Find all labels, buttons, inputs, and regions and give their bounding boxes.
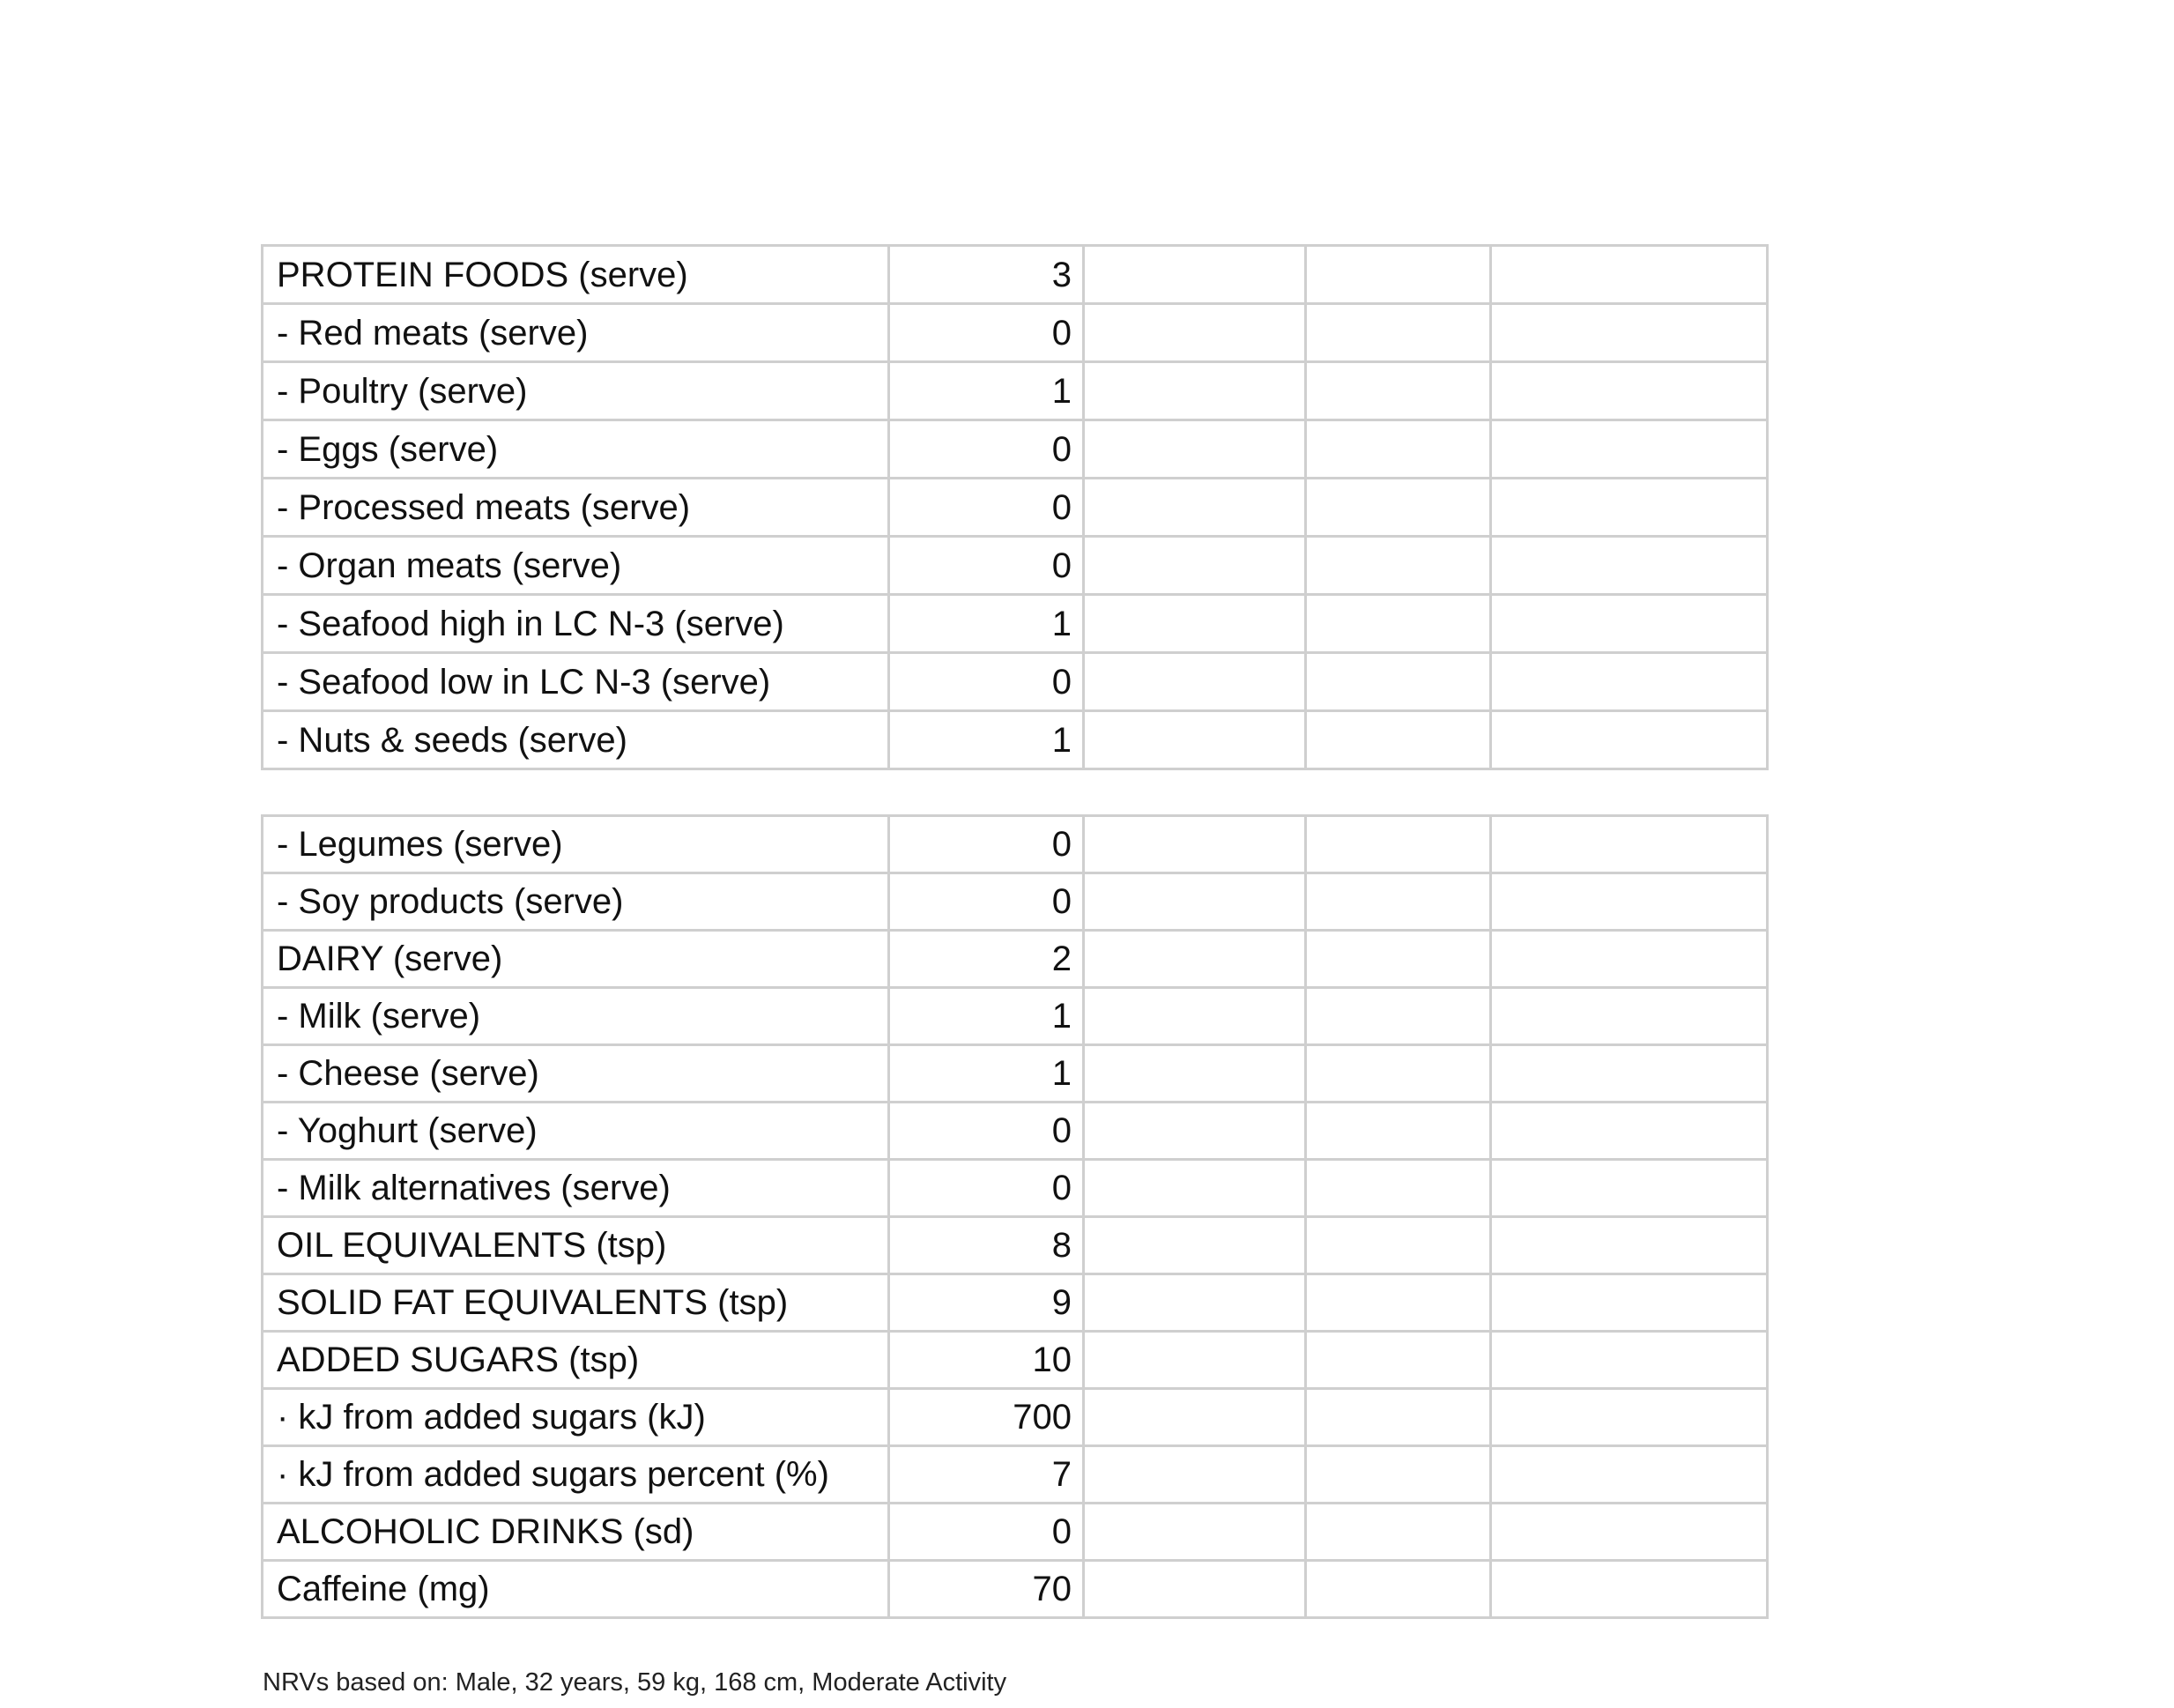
empty-cell (1491, 988, 1768, 1045)
table-row (263, 1561, 1768, 1618)
empty-cell (1491, 420, 1768, 479)
row-value: 0 (889, 816, 1084, 873)
empty-cell (1491, 1389, 1768, 1446)
empty-cell (1491, 1274, 1768, 1332)
empty-cell (1491, 246, 1768, 304)
row-value: 1 (889, 362, 1084, 420)
table-row (263, 653, 1768, 711)
table-row (263, 1217, 1768, 1274)
row-value: 1 (889, 1045, 1084, 1103)
row-label: ALCOHOLIC DRINKS (sd) (263, 1504, 889, 1561)
empty-cell (1306, 595, 1491, 653)
empty-cell (1491, 873, 1768, 931)
empty-cell (1306, 537, 1491, 595)
empty-cell (1491, 595, 1768, 653)
table-row (263, 931, 1768, 988)
empty-cell (1306, 816, 1491, 873)
empty-cell (1084, 362, 1306, 420)
row-value: 0 (889, 537, 1084, 595)
empty-cell (1084, 595, 1306, 653)
empty-cell (1491, 479, 1768, 537)
row-value: 1 (889, 595, 1084, 653)
empty-cell (1491, 711, 1768, 769)
empty-cell (1306, 304, 1491, 362)
row-label: - Processed meats (serve) (263, 479, 889, 537)
row-value: 0 (889, 304, 1084, 362)
empty-cell (1306, 1561, 1491, 1618)
table-row (263, 304, 1768, 362)
table-row (263, 1274, 1768, 1332)
row-label: ADDED SUGARS (tsp) (263, 1332, 889, 1389)
empty-cell (1084, 653, 1306, 711)
empty-cell (1306, 988, 1491, 1045)
row-value: 0 (889, 1160, 1084, 1217)
row-label: - Yoghurt (serve) (263, 1103, 889, 1160)
empty-cell (1084, 816, 1306, 873)
empty-cell (1306, 1389, 1491, 1446)
empty-cell (1491, 362, 1768, 420)
empty-cell (1306, 1332, 1491, 1389)
empty-cell (1084, 1389, 1306, 1446)
empty-cell (1491, 1446, 1768, 1504)
row-label: - Eggs (serve) (263, 420, 889, 479)
row-value: 700 (889, 1389, 1084, 1446)
table-row (263, 362, 1768, 420)
empty-cell (1084, 304, 1306, 362)
row-label: - Organ meats (serve) (263, 537, 889, 595)
row-value: 7 (889, 1446, 1084, 1504)
table-row (263, 420, 1768, 479)
nutrient-table-top (261, 244, 1769, 770)
table-row (263, 711, 1768, 769)
empty-cell (1491, 304, 1768, 362)
empty-cell (1306, 1446, 1491, 1504)
table-row (263, 1332, 1768, 1389)
empty-cell (1491, 1332, 1768, 1389)
row-label: - Nuts & seeds (serve) (263, 711, 889, 769)
empty-cell (1306, 479, 1491, 537)
empty-cell (1491, 1217, 1768, 1274)
table-body-top (263, 246, 1768, 769)
empty-cell (1491, 816, 1768, 873)
table-row (263, 1504, 1768, 1561)
empty-cell (1084, 1332, 1306, 1389)
table-row (263, 1103, 1768, 1160)
empty-cell (1084, 873, 1306, 931)
row-value: 8 (889, 1217, 1084, 1274)
empty-cell (1084, 1274, 1306, 1332)
empty-cell (1084, 420, 1306, 479)
empty-cell (1306, 420, 1491, 479)
row-label: - Legumes (serve) (263, 816, 889, 873)
row-label: - Cheese (serve) (263, 1045, 889, 1103)
row-value: 0 (889, 873, 1084, 931)
row-label: PROTEIN FOODS (serve) (263, 246, 889, 304)
row-label: Caffeine (mg) (263, 1561, 889, 1618)
empty-cell (1491, 1160, 1768, 1217)
empty-cell (1306, 1504, 1491, 1561)
empty-cell (1491, 1045, 1768, 1103)
table-row (263, 479, 1768, 537)
empty-cell (1084, 1045, 1306, 1103)
empty-cell (1084, 1504, 1306, 1561)
row-label: - Seafood high in LC N-3 (serve) (263, 595, 889, 653)
table-row (263, 1160, 1768, 1217)
empty-cell (1084, 1160, 1306, 1217)
row-label: - Milk alternatives (serve) (263, 1160, 889, 1217)
table-row (263, 816, 1768, 873)
row-value: 0 (889, 420, 1084, 479)
row-label: - Soy products (serve) (263, 873, 889, 931)
empty-cell (1084, 1561, 1306, 1618)
row-value: 3 (889, 246, 1084, 304)
table-row (263, 1389, 1768, 1446)
row-label: - Red meats (serve) (263, 304, 889, 362)
table-body-bottom (263, 816, 1768, 1618)
nutrient-table-bottom (261, 814, 1769, 1619)
empty-cell (1084, 1217, 1306, 1274)
table-row (263, 537, 1768, 595)
empty-cell (1491, 1103, 1768, 1160)
empty-cell (1491, 1504, 1768, 1561)
row-value: 2 (889, 931, 1084, 988)
row-label: · kJ from added sugars percent (%) (263, 1446, 889, 1504)
empty-cell (1306, 1045, 1491, 1103)
empty-cell (1491, 537, 1768, 595)
table-row (263, 988, 1768, 1045)
row-label: - Seafood low in LC N-3 (serve) (263, 653, 889, 711)
empty-cell (1306, 653, 1491, 711)
row-value: 10 (889, 1332, 1084, 1389)
empty-cell (1084, 1446, 1306, 1504)
row-label: DAIRY (serve) (263, 931, 889, 988)
empty-cell (1306, 1217, 1491, 1274)
empty-cell (1084, 479, 1306, 537)
empty-cell (1306, 362, 1491, 420)
table-row (263, 1446, 1768, 1504)
empty-cell (1084, 246, 1306, 304)
empty-cell (1084, 1103, 1306, 1160)
empty-cell (1306, 711, 1491, 769)
empty-cell (1491, 1561, 1768, 1618)
table-row (263, 1045, 1768, 1103)
empty-cell (1306, 873, 1491, 931)
row-value: 1 (889, 711, 1084, 769)
row-value: 1 (889, 988, 1084, 1045)
row-value: 0 (889, 653, 1084, 711)
row-label: - Milk (serve) (263, 988, 889, 1045)
table-row (263, 246, 1768, 304)
row-label: - Poultry (serve) (263, 362, 889, 420)
empty-cell (1491, 653, 1768, 711)
empty-cell (1084, 988, 1306, 1045)
empty-cell (1306, 1160, 1491, 1217)
empty-cell (1084, 931, 1306, 988)
empty-cell (1084, 711, 1306, 769)
row-label: OIL EQUIVALENTS (tsp) (263, 1217, 889, 1274)
empty-cell (1306, 246, 1491, 304)
empty-cell (1306, 931, 1491, 988)
row-value: 70 (889, 1561, 1084, 1618)
nrv-footnote: NRVs based on: Male, 32 years, 59 kg, 168 cm, Moderate Activity (263, 1668, 1007, 1697)
row-value: 9 (889, 1274, 1084, 1332)
row-label: · kJ from added sugars (kJ) (263, 1389, 889, 1446)
row-value: 0 (889, 1504, 1084, 1561)
row-value: 0 (889, 1103, 1084, 1160)
empty-cell (1306, 1103, 1491, 1160)
empty-cell (1306, 1274, 1491, 1332)
empty-cell (1084, 537, 1306, 595)
table-row (263, 595, 1768, 653)
row-value: 0 (889, 479, 1084, 537)
row-label: SOLID FAT EQUIVALENTS (tsp) (263, 1274, 889, 1332)
table-row (263, 873, 1768, 931)
empty-cell (1491, 931, 1768, 988)
